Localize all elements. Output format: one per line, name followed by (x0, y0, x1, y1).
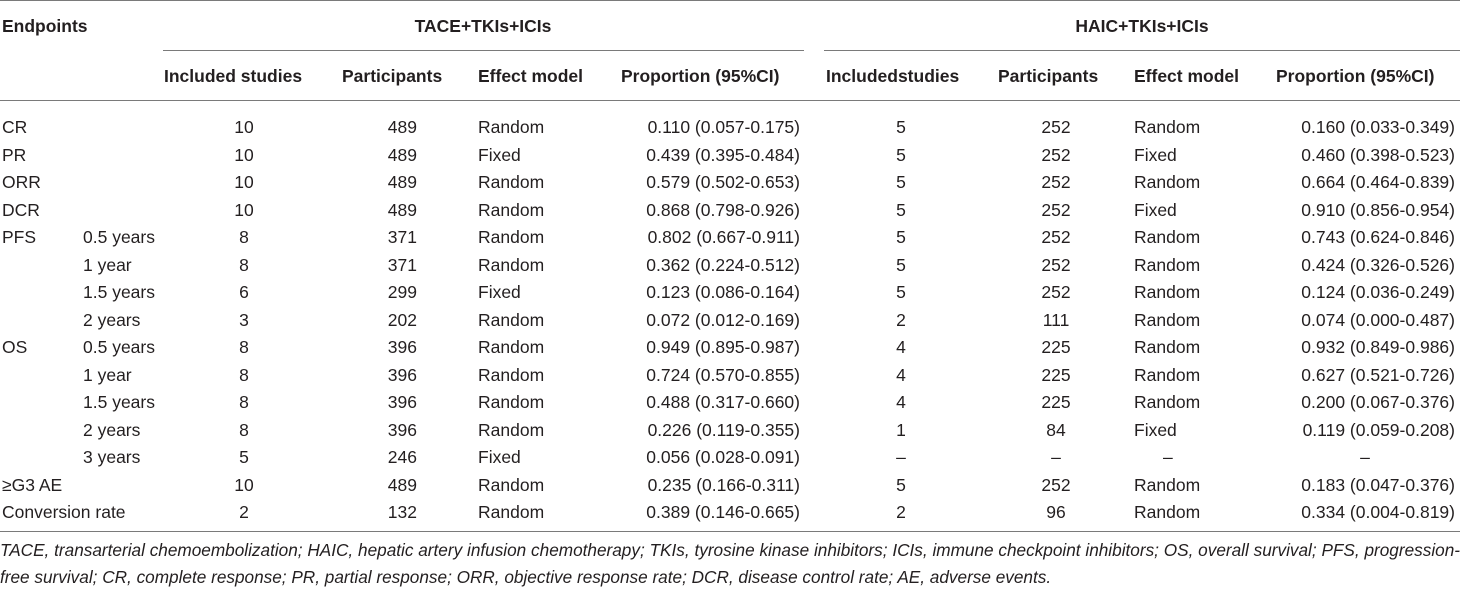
cell-left-studies: 8 (239, 364, 249, 385)
cell-left-model: Random (478, 337, 545, 357)
cell-left-proportion: 0.110 (0.057-0.175) (647, 117, 800, 137)
cell-right-studies: 5 (896, 254, 906, 275)
cell-right-studies: 5 (896, 144, 906, 165)
cell-timepoint: 1 year (83, 254, 132, 275)
cell-right-model: Random (1134, 172, 1201, 192)
cell-left-participants: 396 (387, 337, 417, 357)
cell-right-studies: 5 (896, 172, 906, 192)
cell-timepoint: 2 years (83, 309, 141, 330)
cell-right-studies: 5 (896, 282, 906, 302)
cell-endpoint: ≥G3 AE (2, 474, 63, 495)
col-header-right-participants: Participants (998, 66, 1099, 86)
cell-right-studies: 2 (896, 502, 906, 522)
cell-right-studies: 5 (896, 117, 906, 137)
cell-left-studies: 10 (234, 144, 254, 165)
cell-left-proportion: 0.579 (0.502-0.653) (646, 172, 800, 192)
cell-right-studies: 2 (896, 309, 906, 330)
cell-right-proportion: 0.424 (0.326-0.526) (1301, 254, 1455, 275)
cell-left-proportion: 0.072 (0.012-0.169) (646, 309, 800, 330)
cell-left-model: Fixed (478, 447, 521, 467)
cell-right-model: Random (1134, 282, 1201, 302)
cell-left-studies: 5 (239, 447, 249, 467)
cell-left-studies: 8 (239, 227, 249, 247)
cell-timepoint: 0.5 years (83, 227, 155, 247)
cell-left-model: Random (478, 419, 545, 440)
cell-right-participants: 252 (1041, 282, 1071, 302)
cell-left-studies: 3 (239, 309, 249, 330)
table-bottom-rule (0, 531, 1460, 532)
cell-timepoint: 3 years (83, 447, 141, 467)
table-footnote: TACE, transarterial chemoembolization; HAIC, hepatic artery infusion chemotherapy; TKIs, tyrosine kinase inhibitors; ICIs, immune checkpoint inhibitors; OS, overall survival; PFS, progression-free survival; CR, complete response; PR, partial response; ORR, objective response rate; DCR, disease control rate; AE, adverse events. (0, 540, 1460, 587)
cell-right-proportion: 0.334 (0.004-0.819) (1301, 502, 1455, 522)
cell-left-studies: 10 (234, 199, 254, 220)
cell-right-participants: 225 (1041, 364, 1071, 385)
cell-left-proportion: 0.802 (0.667-0.911) (647, 227, 800, 247)
cell-right-participants: 225 (1041, 392, 1071, 412)
cell-right-proportion: 0.460 (0.398-0.523) (1301, 144, 1455, 165)
cell-right-participants: 84 (1046, 419, 1066, 440)
cell-left-participants: 489 (387, 199, 417, 220)
cell-right-model: Random (1134, 254, 1201, 275)
cell-right-participants: 111 (1042, 309, 1070, 330)
cell-right-model: Random (1134, 474, 1201, 495)
cell-right-proportion: 0.627 (0.521-0.726) (1301, 364, 1455, 385)
cell-right-studies: – (896, 447, 906, 467)
cell-left-participants: 396 (387, 419, 417, 440)
cell-left-participants: 489 (387, 144, 417, 165)
cell-left-participants: 371 (387, 227, 417, 247)
cell-right-studies: 5 (896, 227, 906, 247)
cell-right-proportion: 0.664 (0.464-0.839) (1301, 172, 1455, 192)
cell-endpoint: OS (2, 337, 28, 357)
group-left-rule (163, 50, 804, 51)
col-header-right-studies: Includedstudies (826, 66, 960, 86)
cell-right-proportion: 0.910 (0.856-0.954) (1301, 199, 1455, 220)
cell-left-model: Random (478, 309, 545, 330)
cell-left-model: Random (478, 474, 545, 495)
cell-right-proportion: 0.183 (0.047-0.376) (1301, 474, 1455, 495)
cell-right-participants: 252 (1041, 117, 1071, 137)
cell-left-proportion: 0.226 (0.119-0.355) (647, 419, 800, 440)
cell-right-model: Random (1134, 117, 1201, 137)
col-header-left-model: Effect model (478, 66, 584, 86)
cell-right-studies: 4 (896, 337, 906, 357)
cell-left-participants: 299 (387, 282, 417, 302)
cell-endpoint: PR (2, 144, 27, 165)
cell-timepoint: 2 years (83, 419, 141, 440)
cell-right-model: Random (1134, 227, 1201, 247)
cell-left-studies: 8 (239, 419, 249, 440)
cell-endpoint: Conversion rate (2, 502, 126, 522)
cell-left-model: Random (478, 392, 545, 412)
cell-left-proportion: 0.123 (0.086-0.164) (646, 282, 800, 302)
cell-right-participants: 96 (1046, 502, 1066, 522)
cell-left-participants: 396 (387, 364, 417, 385)
cell-right-participants: 225 (1041, 337, 1071, 357)
header-group-left: TACE+TKIs+ICIs (414, 16, 552, 36)
col-header-left-studies: Included studies (164, 66, 303, 86)
cell-left-proportion: 0.949 (0.895-0.987) (646, 337, 800, 357)
cell-right-participants: 252 (1041, 172, 1071, 192)
header-group-right: HAIC+TKIs+ICIs (1075, 16, 1209, 36)
cell-left-model: Fixed (478, 144, 521, 165)
cell-right-participants: – (1051, 447, 1061, 467)
header-endpoints: Endpoints (2, 16, 88, 36)
cell-left-model: Random (478, 254, 545, 275)
cell-left-proportion: 0.488 (0.317-0.660) (646, 392, 800, 412)
cell-right-model: Random (1134, 392, 1201, 412)
cell-left-proportion: 0.439 (0.395-0.484) (646, 144, 800, 165)
cell-right-proportion: 0.119 (0.059-0.208) (1302, 419, 1455, 440)
cell-left-participants: 132 (387, 502, 417, 522)
cell-left-model: Random (478, 227, 545, 247)
cell-endpoint: DCR (2, 199, 40, 220)
cell-right-proportion: 0.200 (0.067-0.376) (1301, 392, 1455, 412)
cell-left-studies: 2 (239, 502, 249, 522)
cell-left-studies: 10 (234, 474, 254, 495)
cell-right-proportion: 0.743 (0.624-0.846) (1301, 227, 1455, 247)
cell-left-proportion: 0.362 (0.224-0.512) (646, 254, 800, 275)
header-bottom-rule (0, 100, 1460, 101)
cell-right-participants: 252 (1041, 254, 1071, 275)
cell-left-model: Random (478, 117, 545, 137)
cell-timepoint: 1.5 years (83, 282, 155, 302)
cell-left-model: Random (478, 364, 545, 385)
cell-timepoint: 1.5 years (83, 392, 155, 412)
cell-timepoint: 1 year (83, 364, 132, 385)
cell-endpoint: PFS (2, 227, 37, 247)
cell-right-model: Random (1134, 364, 1201, 385)
cell-right-participants: 252 (1041, 474, 1071, 495)
table-top-rule (0, 0, 1460, 1)
cell-left-studies: 8 (239, 254, 249, 275)
cell-left-studies: 10 (234, 117, 254, 137)
cell-right-studies: 5 (896, 199, 906, 220)
cell-right-proportion: 0.124 (0.036-0.249) (1301, 282, 1455, 302)
cell-right-model: Random (1134, 337, 1201, 357)
cell-left-model: Random (478, 172, 545, 192)
col-header-right-proportion: Proportion (95%CI) (1276, 66, 1435, 86)
cell-left-participants: 202 (387, 309, 417, 330)
cell-right-model: – (1163, 447, 1173, 467)
col-header-left-participants: Participants (342, 66, 443, 86)
cell-right-studies: 4 (896, 364, 906, 385)
cell-right-model: Fixed (1134, 199, 1177, 220)
cell-left-studies: 8 (239, 392, 249, 412)
cell-left-participants: 489 (387, 172, 417, 192)
cell-endpoint: ORR (2, 172, 41, 192)
cell-left-participants: 246 (387, 447, 417, 467)
cell-right-model: Random (1134, 309, 1201, 330)
cell-right-studies: 1 (896, 419, 906, 440)
col-header-right-model: Effect model (1134, 66, 1240, 86)
cell-left-studies: 6 (239, 282, 249, 302)
cell-left-model: Fixed (478, 282, 521, 302)
cell-right-participants: 252 (1041, 144, 1071, 165)
cell-endpoint: CR (2, 117, 28, 137)
cell-left-proportion: 0.389 (0.146-0.665) (646, 502, 800, 522)
cell-right-participants: 252 (1041, 227, 1071, 247)
cell-left-proportion: 0.868 (0.798-0.926) (646, 199, 800, 220)
cell-left-proportion: 0.056 (0.028-0.091) (646, 447, 800, 467)
cell-left-proportion: 0.724 (0.570-0.855) (646, 364, 800, 385)
cell-left-participants: 489 (387, 117, 417, 137)
cell-right-proportion: – (1360, 447, 1370, 467)
cell-left-studies: 10 (234, 172, 254, 192)
cell-timepoint: 0.5 years (83, 337, 155, 357)
cell-left-model: Random (478, 199, 545, 220)
cell-left-participants: 489 (387, 474, 417, 495)
cell-right-studies: 5 (896, 474, 906, 495)
cell-right-proportion: 0.160 (0.033-0.349) (1301, 117, 1455, 137)
cell-right-proportion: 0.932 (0.849-0.986) (1301, 337, 1455, 357)
group-right-rule (824, 50, 1460, 51)
cell-left-model: Random (478, 502, 545, 522)
cell-right-studies: 4 (896, 392, 906, 412)
cell-left-proportion: 0.235 (0.166-0.311) (647, 474, 800, 495)
cell-right-model: Fixed (1134, 419, 1177, 440)
cell-right-proportion: 0.074 (0.000-0.487) (1301, 309, 1455, 330)
col-header-left-proportion: Proportion (95%CI) (621, 66, 780, 86)
cell-left-participants: 396 (387, 392, 417, 412)
cell-right-model: Fixed (1134, 144, 1177, 165)
cell-left-studies: 8 (239, 337, 249, 357)
cell-left-participants: 371 (387, 254, 417, 275)
cell-right-participants: 252 (1041, 199, 1071, 220)
cell-right-model: Random (1134, 502, 1201, 522)
